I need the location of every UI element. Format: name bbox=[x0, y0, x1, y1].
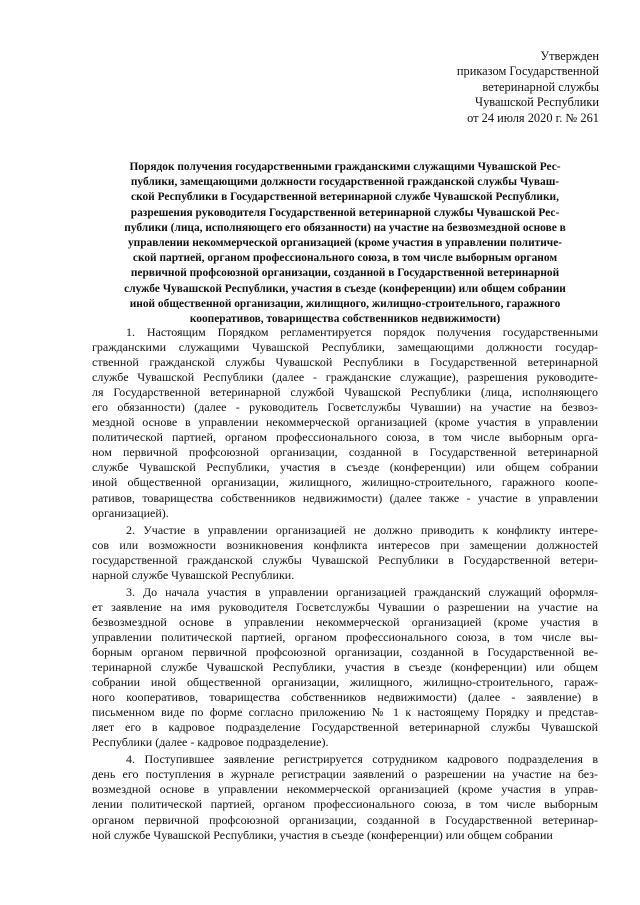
title-line: первичной профсоюзной организации, созданной в Государственной ветеринарной bbox=[130, 267, 560, 280]
paragraph-line: сов или возможности возникновения конфликта интересов при замещении должностей bbox=[92, 537, 598, 552]
paragraph-line: ном первичной профсоюзной организации, созданной в Государственной ветеринарной bbox=[92, 445, 598, 460]
approval-line: приказом Государственной bbox=[456, 64, 599, 79]
paragraph-line: ной службе Чувашской Республики, участия в съезде (конференции) или общем собрании bbox=[92, 827, 553, 842]
document-body bbox=[92, 325, 598, 843]
paragraph-line: организацией). bbox=[92, 505, 169, 520]
title-line: кооперативов, товарищества собственников недвижимости) bbox=[189, 313, 501, 326]
title-line: публики, замещающими должности государственной гражданской службы Чуваш- bbox=[130, 176, 560, 189]
title-line: службе Чувашской Республики, участия в съезде (конференции) или общем собрании bbox=[124, 282, 566, 295]
paragraph-line: ля Государственной ветеринарной службой Чувашской Республики (лица, исполняющего bbox=[92, 385, 598, 400]
title-line: ской Республики в Государственной ветеринарной службе Чувашской Республики, bbox=[131, 191, 559, 204]
paragraph-line: нарной службе Чувашской Республики. bbox=[92, 567, 295, 582]
paragraph-line: управлении политической партией, органом профессионального союза, в том числе вы- bbox=[92, 629, 598, 644]
paragraph-line: ного кооперативов, товарищества собственников недвижимости) (далее - заявление) в bbox=[92, 690, 598, 705]
paragraph-line: безвозмездной основе в управлении некоммерческой организацией (кроме участия в bbox=[92, 614, 598, 629]
paragraph-line: 4. Поступившее заявление регистрируется сотрудником кадрового подразделения в bbox=[126, 752, 598, 767]
approval-line: ветеринарной службы bbox=[482, 79, 599, 94]
document-title bbox=[92, 160, 598, 327]
paragraph-line: иной общественной организации, жилищного, жилищно-строительного, гаражного коопе- bbox=[92, 475, 598, 490]
paragraph-line: службе Чувашской Республики (далее - гражданские служащие), разрешения руководите- bbox=[92, 370, 598, 385]
paragraph-line: собрании иной общественной организации, жилищного, жилищно-строительного, гараж- bbox=[92, 675, 598, 690]
paragraph-line: 3. До начала участия в управлении организацией гражданский служащий оформля- bbox=[126, 584, 598, 599]
paragraph-line: ративов, товарищества собственников недвижимости) (далее также - участие в управлении bbox=[92, 490, 598, 505]
paragraph-line: службе Чувашской Республики, участия в съезде (конференции) или общем собрании bbox=[92, 460, 598, 475]
paragraph-line: 1. Настоящим Порядком регламентируется порядок получения государственными bbox=[126, 325, 598, 339]
title-line: Порядок получения государственными гражданскими служащими Чувашской Рес- bbox=[129, 161, 561, 173]
approval-line: Чувашской Республики bbox=[475, 95, 599, 110]
approval-line: от 24 июля 2020 г. № 261 bbox=[467, 110, 599, 125]
paragraph-line: ственной гражданской службы Чувашской Республики в Государственной ветеринарной bbox=[92, 355, 598, 370]
paragraph-line: гражданскими служащими Чувашской Республики, замещающими должности государ- bbox=[92, 340, 598, 355]
paragraph-line: 2. Участие в управлении организацией не должно приводить к конфликту интере- bbox=[126, 522, 598, 537]
paragraph-line: письменном виде по форме согласно приложению № 1 к настоящему Порядку и представ- bbox=[92, 705, 598, 720]
paragraph-line: мездной основе в управлении некоммерческой организацией (кроме участия в управлении bbox=[92, 415, 598, 430]
paragraph-line: Республики (далее - кадровое подразделение). bbox=[92, 735, 329, 750]
paragraph-line: органом первичной профсоюзной организации, созданной в Государственной ветеринар- bbox=[92, 812, 598, 827]
paragraph-line: политической партией, органом профессионального союза, в том числе выборным орга- bbox=[92, 430, 598, 445]
paragraph-line: государственной гражданской службы Чувашской Республики в Государственной ветери- bbox=[92, 552, 598, 567]
paragraph-line: борным органом первичной профсоюзной организации, созданной в Государственной ве- bbox=[92, 644, 598, 659]
paragraph-3 bbox=[92, 585, 598, 751]
paragraph-line: возмездной основе в управлении некоммерческой организацией (кроме участия в управ- bbox=[92, 782, 598, 797]
paragraph-line: ет заявление на имя руководителя Госветслужбы Чувашии о разрешении на участие на bbox=[92, 599, 598, 614]
approval-line: Утвержден bbox=[540, 49, 599, 63]
paragraph-1 bbox=[92, 325, 598, 521]
title-line: ской партией, органом профессионального союза, в том числе выборным органом bbox=[132, 252, 558, 265]
title-line: управлении некоммерческой организацией (кроме участия в управлении политиче- bbox=[127, 237, 563, 250]
paragraph-line: ляет его в кадровое подразделение Государственной ветеринарной службы Чувашской bbox=[92, 720, 598, 735]
title-line: иной общественной организации, жилищного, жилищно-строительного, гаражного bbox=[129, 297, 561, 310]
approval-stamp bbox=[457, 49, 599, 126]
paragraph-line: день его поступления в журнале регистрации заявлений о разрешении на участие на без- bbox=[92, 767, 598, 782]
paragraph-line: теринарной службе Чувашской Республики, участия в съезде (конференции) или общем bbox=[92, 660, 598, 675]
paragraph-2 bbox=[92, 523, 598, 583]
paragraph-line: его обязанности) (далее - руководитель Госветслужбы Чувашии) на участие на безвоз- bbox=[92, 400, 598, 415]
title-line: разрешения руководителя Государственной ветеринарной службы Чувашской Рес- bbox=[130, 206, 560, 219]
paragraph-line: лении политической партией, органом профессионального союза, в том числе выборным bbox=[92, 797, 598, 812]
paragraph-4 bbox=[92, 752, 598, 842]
title-line: публики (лица, исполняющего его обязанности) на участие на безвозмездной основе в bbox=[124, 221, 566, 234]
